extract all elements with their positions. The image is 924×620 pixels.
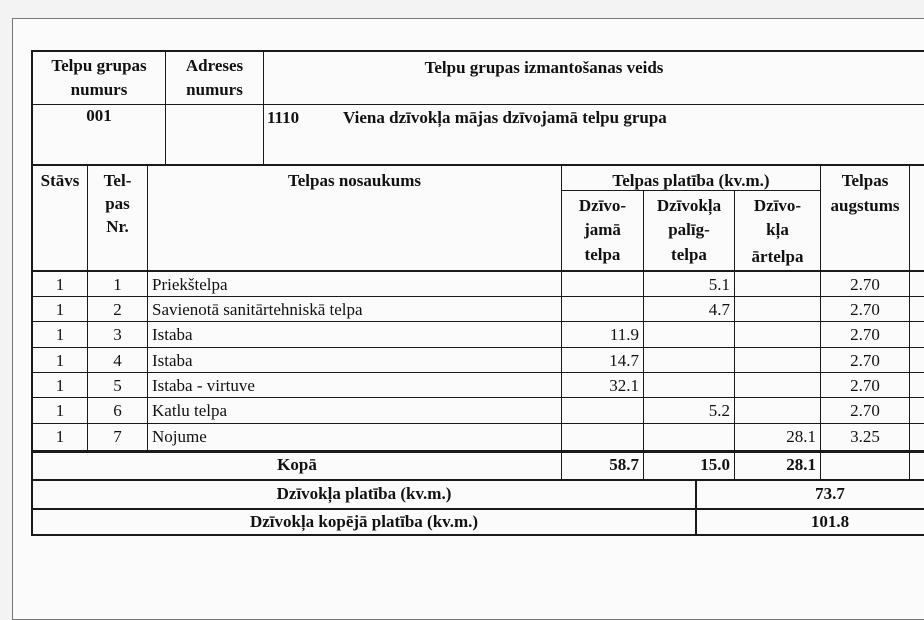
height-cell: 2.70	[850, 275, 880, 294]
room-no-cell: 1	[113, 275, 122, 294]
usage-code: 1110	[267, 108, 300, 127]
aux-area-cell: 5.2	[708, 401, 730, 420]
aux-area-cell: 4.7	[708, 300, 730, 319]
height-cell: 2.70	[850, 376, 880, 395]
table-row	[31, 398, 924, 422]
col-living-header: jamā	[584, 220, 621, 239]
col-outer-header: kļa	[766, 220, 789, 239]
floor-cell: 1	[55, 300, 65, 319]
col-area-header: Telpas platība (kv.m.)	[612, 171, 770, 190]
floor-cell: 1	[55, 275, 65, 294]
col-room-no-header: pas	[105, 194, 130, 213]
room-no-cell: 5	[113, 376, 122, 395]
room-name-cell: Nojume	[152, 427, 207, 446]
total-area-label: Dzīvokļa kopējā platība (kv.m.)	[249, 512, 479, 531]
room-name-cell: Priekštelpa	[152, 275, 228, 294]
floor-cell: 1	[55, 351, 65, 370]
room-name-cell: Istaba	[152, 351, 193, 370]
table-row	[31, 373, 924, 397]
room-no-cell: 6	[113, 401, 122, 420]
section-divider	[31, 164, 924, 166]
totals-outer: 28.1	[786, 455, 816, 474]
total-area-value: 101.8	[810, 512, 850, 531]
col-name-header: Telpas nosaukums	[287, 171, 422, 190]
address-number-label: Adreses numurs	[185, 56, 244, 99]
col-aux-header: Dzīvokļa	[656, 196, 722, 215]
col-aux-header: telpa	[671, 245, 707, 264]
living-area-cell: 14.7	[609, 351, 639, 370]
outer-area-cell: 28.1	[786, 427, 816, 446]
table-row	[31, 424, 924, 450]
room-name-cell: Katlu telpa	[152, 401, 228, 420]
room-no-cell: 2	[113, 300, 122, 319]
room-name-cell: Istaba	[152, 325, 193, 344]
col-height-header: augstums	[830, 196, 900, 215]
table-row	[31, 348, 924, 372]
usage-text: Viena dzīvokļa mājas dzīvojamā telpu grupa	[343, 108, 667, 127]
col-aux-header: palīg-	[668, 220, 710, 239]
col-floor-header: Stāvs	[40, 171, 80, 190]
usage-type-label: Telpu grupas izmantošanas veids	[424, 58, 664, 77]
group-number-label: Telpu grupas numurs	[51, 56, 147, 99]
room-name-cell: Savienotā sanitārtehniskā telpa	[152, 300, 363, 319]
table-border-bottom	[31, 534, 924, 536]
height-cell: 2.70	[850, 300, 880, 319]
summary-col-divider	[695, 480, 697, 536]
floor-cell: 1	[55, 401, 65, 420]
col-room-no-header: Tel-	[103, 171, 132, 190]
floor-cell: 1	[55, 325, 65, 344]
room-no-cell: 3	[113, 325, 122, 344]
col-height-header: Telpas	[841, 171, 889, 190]
apartment-area-label: Dzīvokļa platība (kv.m.)	[276, 484, 452, 503]
col-living-header: telpa	[584, 245, 621, 264]
col-living-header: Dzīvo-	[578, 196, 627, 215]
col-outer-header: ārtelpa	[751, 247, 804, 266]
apartment-area-value: 73.7	[815, 484, 845, 503]
totals-aux: 15.0	[700, 455, 730, 474]
height-cell: 2.70	[850, 401, 880, 420]
living-area-cell: 32.1	[609, 376, 639, 395]
table-row	[31, 272, 924, 296]
room-no-cell: 4	[113, 351, 122, 370]
floor-cell: 1	[55, 427, 65, 446]
height-cell: 2.70	[850, 351, 880, 370]
room-no-cell: 7	[113, 427, 122, 446]
floor-cell: 1	[55, 376, 65, 395]
table-row	[31, 322, 924, 346]
totals-label: Kopā	[277, 455, 317, 474]
totals-bottom	[31, 479, 924, 481]
height-cell: 3.25	[850, 427, 880, 446]
group-number-value: 001	[86, 106, 112, 125]
room-name-cell: Istaba - virtuve	[152, 376, 255, 395]
living-area-cell: 11.9	[609, 325, 639, 344]
col-room-no-header: Nr.	[106, 217, 129, 236]
summary-divider	[31, 508, 924, 510]
col-outer-header: Dzīvo-	[753, 196, 802, 215]
totals-living: 58.7	[609, 455, 639, 474]
table-row	[31, 297, 924, 321]
totals-top	[31, 450, 924, 453]
room-group-table	[31, 50, 924, 536]
aux-area-cell: 5.1	[708, 275, 730, 294]
height-cell: 2.70	[850, 325, 880, 344]
